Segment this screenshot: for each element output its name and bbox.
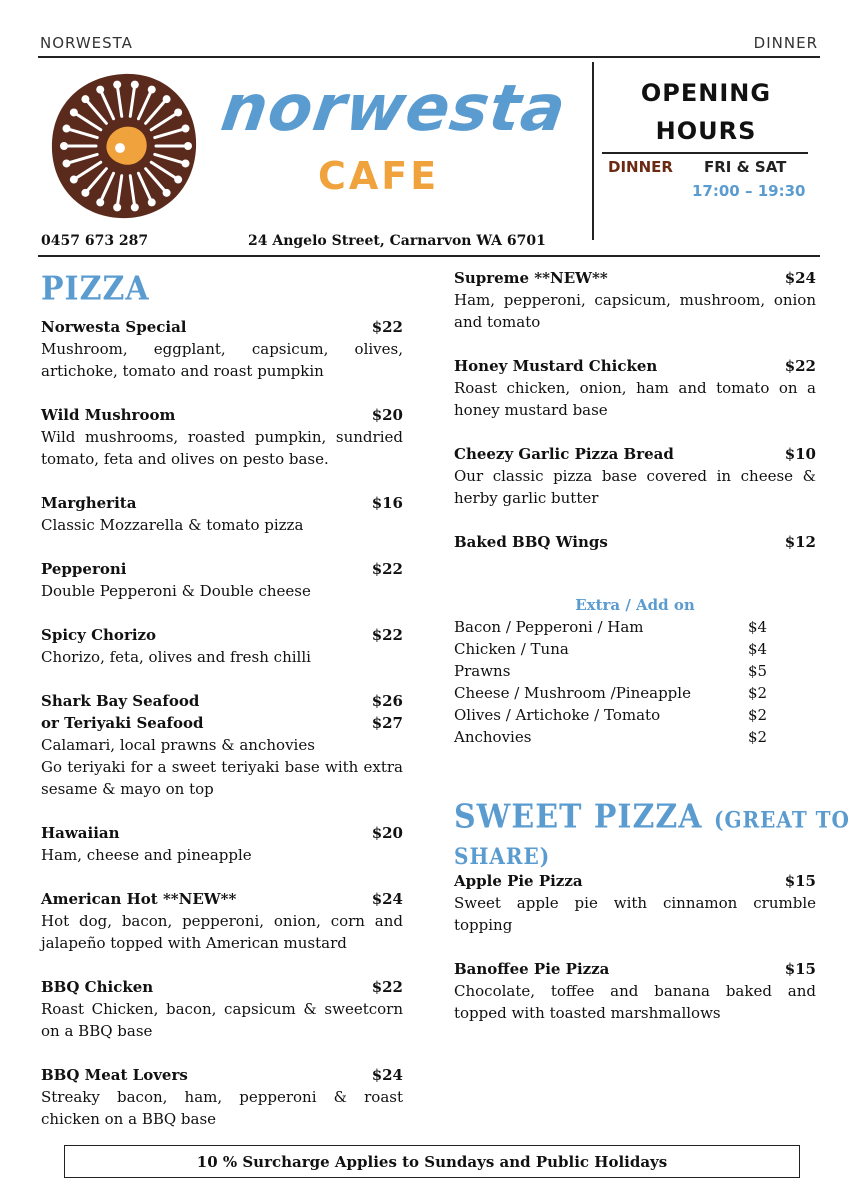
item-name: Cheezy Garlic Pizza Bread — [454, 445, 674, 463]
menu-item — [41, 558, 403, 602]
extra-name: Bacon / Pepperoni / Ham — [454, 618, 644, 636]
menu-item — [454, 267, 816, 333]
item-desc-alt: Go teriyaki for a sweet teriyaki base with extra sesame & mayo on top — [41, 758, 403, 798]
sweet-section-title — [454, 798, 850, 837]
item-name: Margherita — [41, 494, 137, 512]
extras-title: Extra / Add on — [575, 596, 695, 614]
sweet-column — [454, 870, 816, 1024]
pizza-left-column — [41, 316, 403, 1130]
item-name: Apple Pie Pizza — [454, 872, 583, 890]
item-price: $20 — [371, 824, 403, 842]
item-desc: Wild mushrooms, roasted pumpkin, sundried tomato, feta and olives on pesto base. — [41, 428, 403, 468]
item-desc: Chorizo, feta, olives and fresh chilli — [41, 648, 311, 666]
item-desc: Hot dog, bacon, pepperoni, onion, corn and jalapeño topped with American mustard — [41, 912, 403, 952]
extra-name: Chicken / Tuna — [454, 640, 569, 658]
menu-item — [41, 976, 403, 1042]
menu-item — [41, 492, 403, 536]
extras-section — [454, 596, 816, 748]
opening-hours-days: FRI & SAT — [704, 158, 787, 176]
header-right-label: DINNER — [753, 34, 818, 52]
surcharge-notice — [64, 1145, 800, 1178]
item-desc: Chocolate, toffee and banana baked and topped with toasted marshmallows — [454, 982, 816, 1022]
logo-cafe-text: CAFE — [318, 154, 440, 198]
opening-hours-time: 17:00 – 19:30 — [692, 182, 806, 200]
menu-item — [41, 624, 403, 668]
item-name: Pepperoni — [41, 560, 127, 578]
menu-item — [454, 870, 816, 936]
item-desc: Streaky bacon, ham, pepperoni & roast chicken on a BBQ base — [41, 1088, 403, 1128]
item-name: Spicy Chorizo — [41, 626, 157, 644]
item-name: Wild Mushroom — [41, 406, 176, 424]
item-name: Banoffee Pie Pizza — [454, 960, 610, 978]
sweet-subtitle-a: (GREAT TO — [713, 806, 850, 834]
extra-price: $2 — [748, 706, 768, 724]
menu-item — [41, 690, 403, 800]
extra-price: $4 — [748, 640, 768, 658]
menu-item — [41, 1064, 403, 1130]
logo-emblem-icon — [48, 70, 200, 222]
item-name: BBQ Chicken — [41, 978, 154, 996]
menu-item — [41, 404, 403, 470]
item-desc: Double Pepperoni & Double cheese — [41, 582, 311, 600]
item-name: American Hot **NEW** — [41, 890, 237, 908]
item-price: $22 — [371, 560, 403, 578]
menu-item — [454, 958, 816, 1024]
extra-name: Anchovies — [454, 728, 532, 746]
item-price: $22 — [371, 318, 403, 336]
item-name-alt: or Teriyaki Seafood — [41, 714, 204, 732]
extras-row — [454, 616, 816, 638]
item-price: $24 — [784, 269, 816, 287]
extras-row — [454, 660, 816, 682]
opening-hours-title — [600, 74, 812, 150]
logo-wordmark: norwesta — [216, 72, 571, 146]
sweet-title: SWEET PIZZA — [454, 798, 703, 837]
menu-item — [454, 531, 816, 553]
extra-price: $5 — [748, 662, 768, 680]
header-left-label: NORWESTA — [40, 34, 133, 52]
item-price: $15 — [784, 872, 816, 890]
item-price: $24 — [371, 1066, 403, 1084]
item-price: $10 — [784, 445, 816, 463]
opening-hours-title-line2: HOURS — [655, 117, 757, 145]
item-price: $26 — [371, 692, 403, 710]
item-name: Norwesta Special — [41, 318, 187, 336]
sweet-subtitle-b: SHARE) — [454, 843, 551, 870]
item-price-alt: $27 — [371, 714, 403, 732]
extras-row — [454, 704, 816, 726]
extra-name: Cheese / Mushroom /Pineapple — [454, 684, 691, 702]
menu-item — [454, 443, 816, 509]
extra-price: $2 — [748, 684, 768, 702]
item-desc: Roast Chicken, bacon, capsicum & sweetcorn on a BBQ base — [41, 1000, 403, 1040]
menu-item — [41, 822, 403, 866]
opening-hours-session: DINNER — [608, 158, 673, 176]
item-desc: Calamari, local prawns & anchovies — [41, 736, 315, 754]
extra-price: $4 — [748, 618, 768, 636]
opening-hours-divider — [602, 152, 808, 154]
extras-row — [454, 726, 816, 748]
contact-phone: 0457 673 287 — [41, 233, 149, 249]
item-price: $24 — [371, 890, 403, 908]
item-price: $12 — [784, 533, 816, 551]
contact-address: 24 Angelo Street, Carnarvon WA 6701 — [248, 233, 546, 249]
header-divider — [38, 56, 820, 58]
pizza-section-title: PIZZA — [41, 270, 150, 309]
item-name: Supreme **NEW** — [454, 269, 608, 287]
item-name: Shark Bay Seafood — [41, 692, 200, 710]
item-desc: Ham, cheese and pineapple — [41, 846, 252, 864]
item-price: $20 — [371, 406, 403, 424]
item-price: $22 — [784, 357, 816, 375]
item-price: $22 — [371, 978, 403, 996]
menu-item — [41, 316, 403, 382]
item-price: $16 — [371, 494, 403, 512]
opening-hours-title-line1: OPENING — [640, 79, 772, 107]
extra-name: Olives / Artichoke / Tomato — [454, 706, 661, 724]
contact-divider — [38, 255, 820, 257]
item-name: BBQ Meat Lovers — [41, 1066, 188, 1084]
item-desc: Roast chicken, onion, ham and tomato on a honey mustard base — [454, 379, 816, 419]
surcharge-text: 10 % Surcharge Applies to Sundays and Public Holidays — [196, 1152, 668, 1171]
menu-item — [454, 355, 816, 421]
menu-item — [41, 888, 403, 954]
extra-name: Prawns — [454, 662, 511, 680]
item-desc: Ham, pepperoni, capsicum, mushroom, onion and tomato — [454, 291, 816, 331]
item-desc: Our classic pizza base covered in cheese & herby garlic butter — [454, 467, 816, 507]
item-price: $15 — [784, 960, 816, 978]
extras-row — [454, 638, 816, 660]
item-desc: Mushroom, eggplant, capsicum, olives, artichoke, tomato and roast pumpkin — [41, 340, 403, 380]
item-desc: Classic Mozzarella & tomato pizza — [41, 516, 304, 534]
extra-price: $2 — [748, 728, 768, 746]
item-name: Baked BBQ Wings — [454, 533, 608, 551]
item-desc: Sweet apple pie with cinnamon crumble topping — [454, 894, 816, 934]
extras-row — [454, 682, 816, 704]
pizza-right-column — [454, 267, 816, 553]
header-vertical-divider — [592, 62, 594, 240]
item-price: $22 — [371, 626, 403, 644]
item-name: Honey Mustard Chicken — [454, 357, 658, 375]
item-name: Hawaiian — [41, 824, 120, 842]
